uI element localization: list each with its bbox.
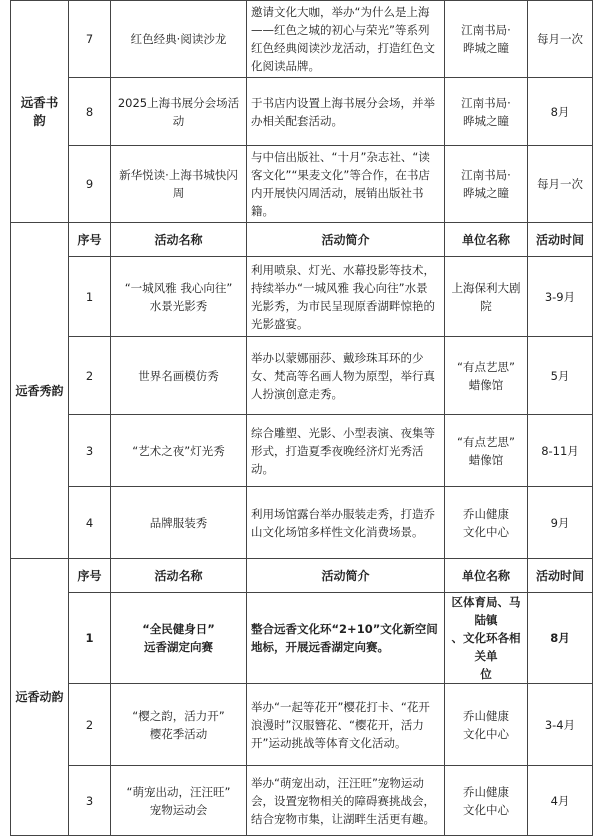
organizer-name-line: 江南书局·	[461, 95, 511, 110]
organizer-name-line: 乔山健康	[463, 506, 509, 521]
activity-time: 8-11月	[528, 415, 593, 487]
organizer-name-line: 晔城之瞳	[463, 186, 509, 200]
table-row	[11, 78, 593, 146]
table-row	[11, 1, 593, 78]
category-cell: 远香秀韵	[11, 223, 69, 559]
table-row	[11, 146, 593, 223]
header-name: 活动名称	[111, 559, 247, 593]
organizer-name-line: 晔城之瞳	[463, 41, 509, 55]
events-table	[10, 0, 593, 836]
organizer-name-line: 晔城之瞳	[463, 113, 509, 128]
organizer-name	[445, 78, 528, 146]
activity-name-line: 水景光影秀	[149, 298, 208, 313]
activity-time: 每月一次	[528, 146, 593, 223]
header-num: 序号	[69, 559, 111, 593]
header-row	[11, 559, 593, 593]
activity-description: 整合远香文化环“2+10”文化新空间地标，开展远香湖定向赛。	[247, 593, 445, 684]
organizer-name	[445, 487, 528, 559]
row-number: 1	[69, 593, 111, 684]
table-row	[11, 766, 593, 836]
organizer-name	[445, 593, 528, 684]
organizer-name-line: 、文化环各相关单	[451, 631, 521, 663]
organizer-name-line: 乔山健康	[463, 708, 509, 723]
activity-name	[111, 766, 247, 836]
organizer-name-line: 位	[480, 667, 492, 681]
row-number: 8	[69, 78, 111, 146]
row-number: 3	[69, 415, 111, 487]
row-number: 2	[69, 684, 111, 766]
activity-description: 邀请文化大咖，举办“为什么是上海——红色之城的初心与荣光”等系列红色经典阅读沙龙活动，打造红色文化阅读品牌。	[247, 1, 445, 78]
activity-name: 品牌服装秀	[111, 487, 247, 559]
organizer-name-line: 文化中心	[463, 802, 509, 817]
activity-name-line: “萌宠出动，汪汪旺”	[126, 784, 231, 799]
activity-description: 举办“萌宠出动，汪汪旺”宠物运动会，设置宠物相关的障碍赛挑战会，结合宠物市集，让湖畔生活更有趣。	[247, 766, 445, 836]
activity-name-line: 樱花季活动	[149, 726, 208, 741]
organizer-name	[445, 415, 528, 487]
activity-description: 举办“一起等花开”樱花打卡、“花开浪漫时”汉服簪花、“樱花开，活力开”运动挑战等体育文化活动。	[247, 684, 445, 766]
table-row	[11, 337, 593, 415]
activity-name	[111, 257, 247, 337]
activity-name: 新华悦读·上海书城快闪周	[111, 146, 247, 223]
activity-name-line: 远香湖定向赛	[144, 640, 213, 654]
organizer-name	[445, 766, 528, 836]
activity-description: 举办以蒙娜丽莎、戴珍珠耳环的少女、梵高等名画人物为原型，举行真人扮演创意走秀。	[247, 337, 445, 415]
activity-description: 利用场馆露台举办服装走秀，打造乔山文化场馆多样性文化消费场景。	[247, 487, 445, 559]
organizer-name-line: 区体育局、马陆镇	[451, 595, 521, 627]
header-row	[11, 223, 593, 257]
header-desc: 活动简介	[247, 223, 445, 257]
header-unit: 单位名称	[445, 223, 528, 257]
activity-time: 4月	[528, 766, 593, 836]
activity-name-line: “全民健身日”	[142, 622, 215, 636]
organizer-name-line: 文化中心	[463, 726, 509, 741]
organizer-name-line: “有点艺思”	[457, 434, 515, 449]
activity-time: 3-9月	[528, 257, 593, 337]
row-number: 9	[69, 146, 111, 223]
category-cell: 远香书韵	[11, 1, 69, 223]
organizer-name	[445, 1, 528, 78]
organizer-name-line: 文化中心	[463, 524, 509, 539]
header-time: 活动时间	[528, 223, 593, 257]
activity-name: 世界名画模仿秀	[111, 337, 247, 415]
activity-description: 综合雕塑、光影、小型表演、夜集等形式，打造夏季夜晚经济灯光秀活动。	[247, 415, 445, 487]
organizer-name-line: 蜡像馆	[468, 377, 504, 392]
activity-time: 每月一次	[528, 1, 593, 78]
activity-time: 8月	[528, 593, 593, 684]
row-number: 4	[69, 487, 111, 559]
activity-time: 8月	[528, 78, 593, 146]
organizer-name-line: 乔山健康	[463, 784, 509, 799]
table-row	[11, 593, 593, 684]
activity-description: 利用喷泉、灯光、水幕投影等技术，持续举办“一城风雅 我心向往”水景光影秀，为市民呈现原香湖畔惊艳的光影盛宴。	[247, 257, 445, 337]
activity-name	[111, 593, 247, 684]
organizer-name-line: 蜡像馆	[468, 452, 504, 467]
organizer-name	[445, 257, 528, 337]
organizer-name-line: “有点艺思”	[457, 359, 515, 374]
organizer-name	[445, 337, 528, 415]
organizer-name-line: 江南书局·	[461, 168, 511, 182]
activity-time: 9月	[528, 487, 593, 559]
table-row	[11, 257, 593, 337]
organizer-name	[445, 146, 528, 223]
row-number: 1	[69, 257, 111, 337]
activity-name-line: “樱之韵，活力开”	[132, 708, 225, 723]
activity-name	[111, 684, 247, 766]
activity-name-line: 宠物运动会	[149, 802, 208, 817]
activity-time: 3-4月	[528, 684, 593, 766]
activity-time: 5月	[528, 337, 593, 415]
table-row	[11, 415, 593, 487]
header-unit: 单位名称	[445, 559, 528, 593]
activity-name-line: “一城风雅 我心向往”	[124, 280, 233, 295]
row-number: 7	[69, 1, 111, 78]
organizer-name	[445, 684, 528, 766]
organizer-name-line: 上海保利大剧院	[451, 280, 521, 313]
header-desc: 活动简介	[247, 559, 445, 593]
activity-description: 与中信出版社、“十月”杂志社、“读客文化”“果麦文化”等合作，在书店内开展快闪周活动，展销出版社书籍。	[247, 146, 445, 223]
table-row	[11, 684, 593, 766]
activity-name: 2025上海书展分会场活动	[111, 78, 247, 146]
header-name: 活动名称	[111, 223, 247, 257]
category-cell: 远香动韵	[11, 559, 69, 836]
activity-name: “艺术之夜”灯光秀	[111, 415, 247, 487]
header-num: 序号	[69, 223, 111, 257]
table-row	[11, 487, 593, 559]
activity-name: 红色经典·阅读沙龙	[111, 1, 247, 78]
row-number: 3	[69, 766, 111, 836]
organizer-name-line: 江南书局·	[461, 23, 511, 37]
header-time: 活动时间	[528, 559, 593, 593]
activity-description: 于书店内设置上海书展分会场，并举办相关配套活动。	[247, 78, 445, 146]
row-number: 2	[69, 337, 111, 415]
